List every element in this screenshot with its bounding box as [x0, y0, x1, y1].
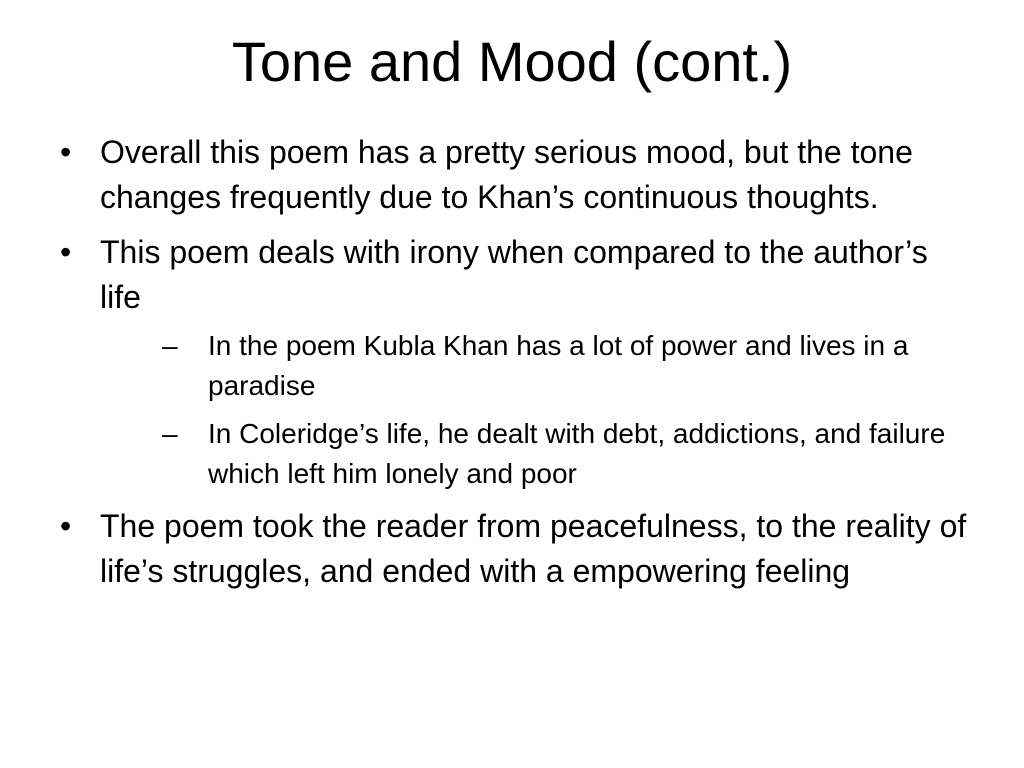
bullet-item-2 — [52, 230, 972, 494]
bullet-text: Overall this poem has a pretty serious mood, but the tone changes frequently due to Khan’s continuous thoughts. — [100, 134, 913, 215]
bullet-text: The poem took the reader from peacefulness, to the reality of life’s struggles, and ended with a empowering feeling — [100, 508, 967, 589]
bullet-item-3 — [52, 504, 972, 594]
slide-content — [52, 130, 972, 604]
sub-bullet-text: In Coleridge’s life, he dealt with debt, addictions, and failure which left him lonely and poor — [208, 418, 946, 489]
bullet-list — [52, 130, 972, 594]
sub-bullet-item-1 — [162, 326, 972, 406]
dash-icon: – — [162, 418, 178, 449]
bullet-text: This poem deals with irony when compared to the author’s life — [100, 234, 928, 315]
bullet-icon: • — [60, 508, 72, 544]
sub-bullet-text: In the poem Kubla Khan has a lot of power and lives in a paradise — [208, 330, 909, 401]
dash-icon: – — [162, 330, 178, 361]
slide-title: Tone and Mood (cont.) — [231, 30, 793, 93]
bullet-item-1 — [52, 130, 972, 220]
sub-bullet-list — [100, 326, 972, 494]
bullet-icon: • — [60, 234, 72, 270]
bullet-icon: • — [60, 134, 72, 170]
sub-bullet-item-2 — [162, 414, 972, 494]
